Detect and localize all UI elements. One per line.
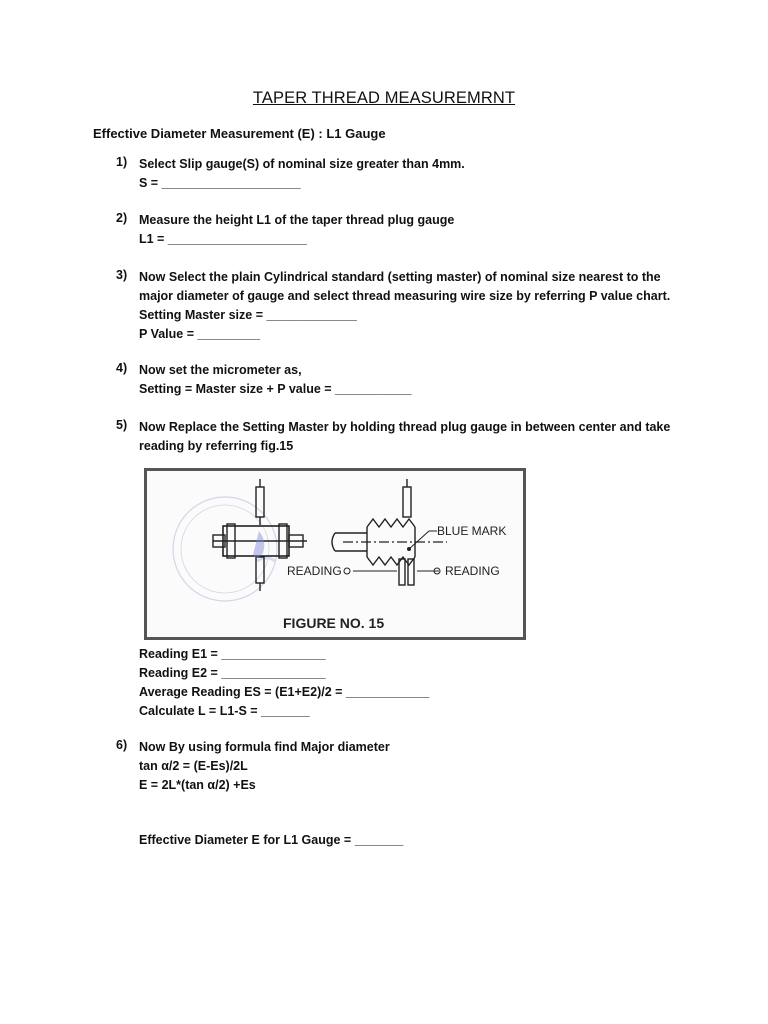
step-line: Now Select the plain Cylindrical standard (setting master) of nominal size nearest to the (139, 270, 661, 284)
step-line: tan α/2 = (E-Es)/2L (139, 759, 248, 773)
figure-caption: FIGURE NO. 15 (283, 615, 385, 631)
step-line: E = 2L*(tan α/2) +Es (139, 778, 256, 792)
step-line: reading by referring fig.15 (139, 439, 294, 453)
step-line: S = ____________________ (139, 176, 301, 190)
reading-left-label: READING (287, 564, 342, 578)
step-line: Now By using formula find Major diameter (139, 740, 390, 754)
step-line: Setting Master size = _____________ (139, 308, 357, 322)
step-line: Now Replace the Setting Master by holding thread plug gauge in between center and take (139, 420, 671, 434)
step-line: major diameter of gauge and select thread measuring wire size by referring P value chart. (139, 289, 671, 303)
step-line: Setting = Master size + P value = ___________ (139, 382, 412, 396)
step-line: P Value = _________ (139, 327, 261, 341)
section-subtitle: Effective Diameter Measurement (E) : L1 Gauge (93, 126, 386, 141)
blue-mark-label: BLUE MARK (437, 524, 507, 538)
calculate-l-line: Calculate L = L1-S = _______ (139, 704, 310, 718)
step-line: Select Slip gauge(S) of nominal size greater than 4mm. (139, 157, 465, 171)
step-number: 3) (116, 268, 128, 282)
step-1 (116, 155, 676, 193)
figure-drawing (147, 471, 523, 637)
step-number: 1) (116, 155, 128, 169)
average-reading-line: Average Reading ES = (E1+E2)/2 = ____________ (139, 685, 430, 699)
reading-right-label: READING (445, 564, 500, 578)
step-line: Measure the height L1 of the taper thread plug gauge (139, 213, 455, 227)
step-number: 2) (116, 211, 128, 225)
figure-15 (144, 468, 526, 640)
step-6 (116, 738, 676, 795)
step-line: Now set the micrometer as, (139, 363, 302, 377)
reading-e2-line: Reading E2 = _______________ (139, 666, 326, 680)
step-5 (116, 418, 676, 456)
step-2 (116, 211, 676, 249)
page-title: TAPER THREAD MEASUREMRNT (252, 89, 516, 107)
step-number: 5) (116, 418, 128, 432)
step-number: 6) (116, 738, 128, 752)
step-3 (116, 268, 676, 344)
reading-e1-line: Reading E1 = _______________ (139, 647, 326, 661)
step-4 (116, 361, 676, 399)
step-line: L1 = ____________________ (139, 232, 307, 246)
thread-plug-gauge-drawing (332, 479, 447, 585)
step-number: 4) (116, 361, 128, 375)
final-result-line: Effective Diameter E for L1 Gauge = _______ (139, 833, 404, 847)
